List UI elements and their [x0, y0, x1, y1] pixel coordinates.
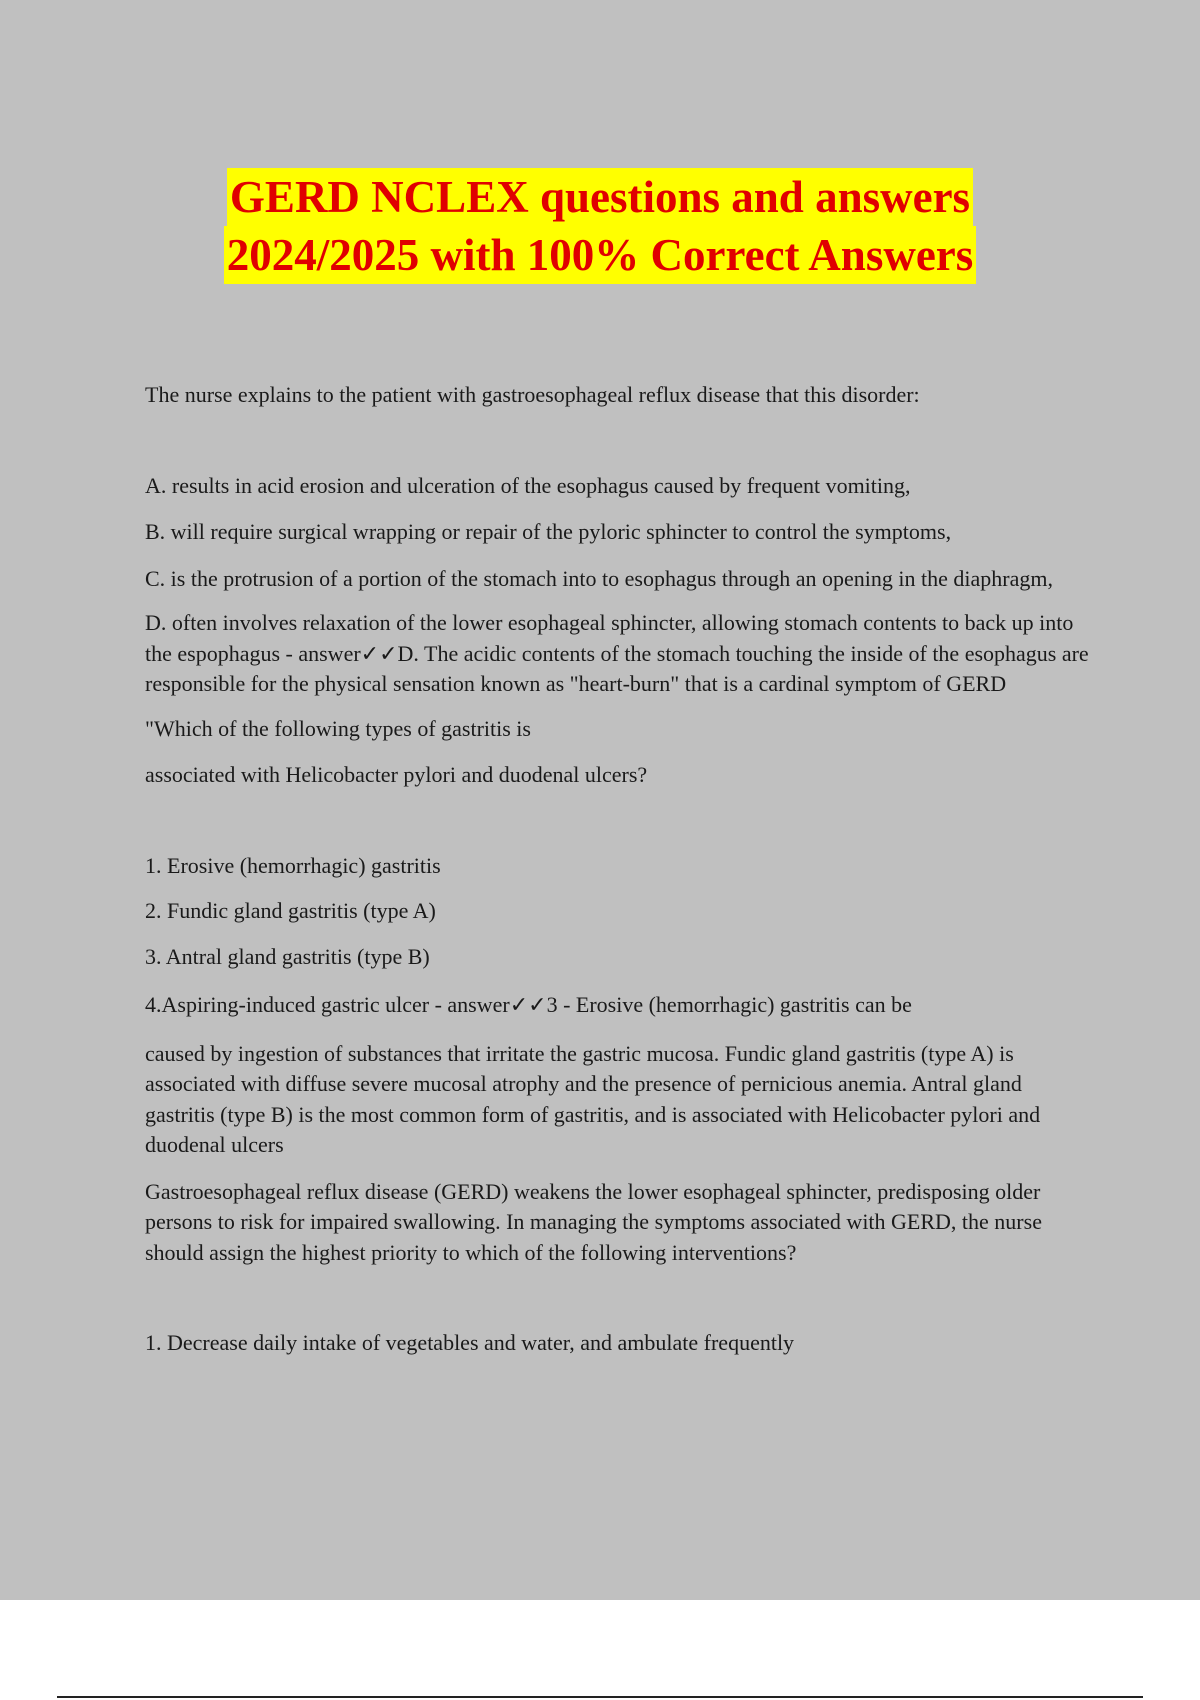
title-line-1: GERD NCLEX questions and answers	[227, 168, 973, 226]
q2-stem-line-2: associated with Helicobacter pylori and duodenal ulcers?	[145, 762, 648, 787]
q1-option-a: A. results in acid erosion and ulceration of the esophagus caused by frequent vomiting,	[145, 472, 911, 498]
q2-option-3: 3. Antral gland gastritis (type B)	[145, 943, 430, 969]
q2-option-4-answer: 4.Aspiring-induced gastric ulcer - answer✓✓3 - Erosive (hemorrhagic) gastritis can be	[145, 992, 912, 1017]
q2-option-1: 1. Erosive (hemorrhagic) gastritis	[145, 852, 441, 878]
q1-option-c: C. is the protrusion of a portion of the stomach into to esophagus through an opening in the diaphragm,	[145, 565, 1053, 591]
q2-option-2: 2. Fundic gland gastritis (type A)	[145, 898, 436, 923]
q2-stem-line-1: "Which of the following types of gastritis is	[145, 715, 531, 741]
q3-option-1: 1. Decrease daily intake of vegetables and water, and ambulate frequently	[145, 1330, 795, 1355]
q2-rationale: caused by ingestion of substances that irritate the gastric mucosa. Fundic gland gastritis (type A) is associated with diffuse severe mucosal atrophy and the presence of pernicious anemia. Antral gland gastritis (type B) is the most common form of gastritis, and is associated with Helicobacter pylori and duodenal ulcers	[145, 1040, 1041, 1157]
footer-divider	[57, 1696, 1143, 1698]
title-line-2: 2024/2025 with 100% Correct Answers	[224, 226, 977, 284]
document-title	[0, 168, 1200, 284]
q1-stem: The nurse explains to the patient with gastroesophageal reflux disease that this disorder:	[145, 382, 920, 407]
document-body	[145, 380, 1095, 1359]
q1-option-b: B. will require surgical wrapping or repair of the pyloric sphincter to control the symptoms,	[145, 519, 952, 544]
q3-stem: Gastroesophageal reflux disease (GERD) weakens the lower esophageal sphincter, predisposing older persons to risk for impaired swallowing. In managing the symptoms associated with GERD, the nurse should assign the highest priority to which of the following interventions?	[145, 1178, 1042, 1265]
q1-option-d-answer: D. often involves relaxation of the lower esophageal sphincter, allowing stomach contents to back up into the espophagus - answer✓✓D. The acidic contents of the stomach touching the inside of the esophagus are responsible for the physical sensation known as "heart-burn" that is a cardinal symptom of GERD	[145, 610, 1089, 696]
